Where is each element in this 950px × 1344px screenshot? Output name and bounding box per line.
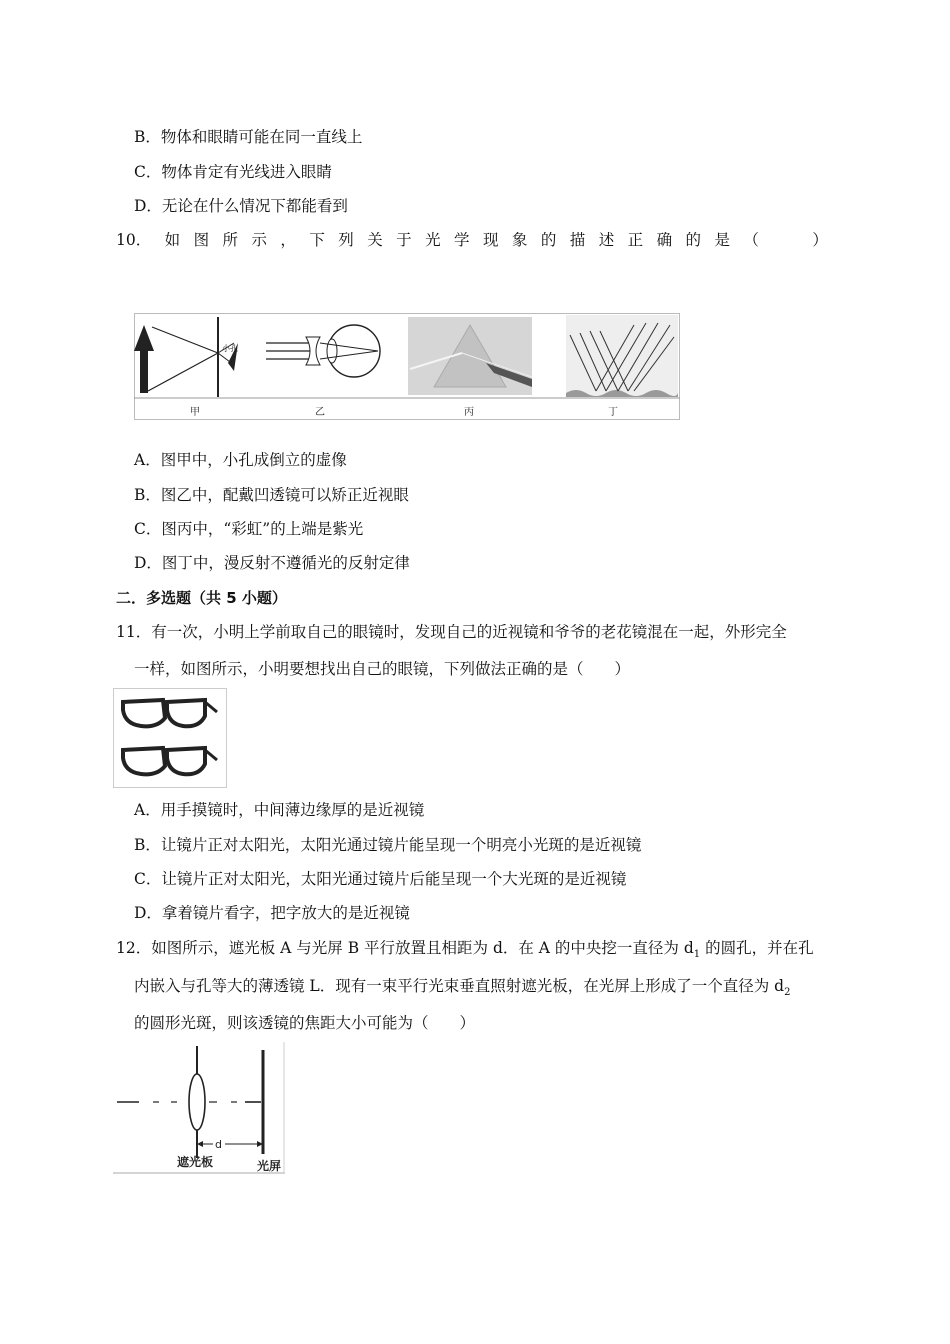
figure-label-yi: 乙	[315, 407, 325, 418]
q12-lens-figure	[113, 1042, 287, 1174]
q10-figure	[134, 313, 682, 421]
q12-stem-line1: 12．如图所示，遮光板 A 与光屏 B 平行放置且相距为 d．在 A 的中央挖一直径为 $d_1$ 的圆孔，并在孔	[116, 939, 814, 961]
q10-option-a: A．图甲中，小孔成倒立的虚像	[134, 451, 347, 469]
q10-char: （	[743, 231, 759, 249]
q10-char: 的	[540, 231, 557, 249]
q10-option-c: C．图丙中，“彩虹”的上端是紫光	[134, 520, 364, 538]
q10-stem	[116, 230, 828, 250]
q10-char: ，	[280, 231, 296, 249]
q10-char: 于	[396, 231, 412, 249]
q10-number: 10．	[116, 231, 152, 249]
q10-char: 所	[222, 231, 239, 249]
q12-stem-line3: 的圆形光斑，则该透镜的焦距大小可能为（ ）	[134, 1014, 476, 1032]
q10-char: 述	[598, 231, 615, 249]
q10-char: 是	[714, 231, 730, 249]
q10-char: 确	[656, 231, 673, 249]
option-d-prev: D．无论在什么情况下都能看到	[134, 197, 348, 215]
q10-char: 关	[367, 231, 383, 249]
figure-label-bing: 丙	[464, 407, 474, 418]
q11-stem-line2: 一样，如图所示，小明要想找出自己的眼镜，下列做法正确的是（ ）	[134, 660, 631, 678]
q10-char: 列	[338, 231, 354, 249]
figure-label-ding: 丁	[608, 407, 618, 418]
q10-char: 下	[309, 231, 325, 249]
q10-char: 如	[164, 231, 181, 249]
pinhole-label: 小孔	[222, 344, 238, 353]
q10-option-b: B．图乙中，配戴凹透镜可以矫正近视眼	[134, 486, 409, 504]
board-label: 遮光板	[177, 1155, 214, 1169]
q11-option-b: B．让镜片正对太阳光，太阳光通过镜片能呈现一个明亮小光斑的是近视镜	[134, 836, 642, 854]
q11-glasses-figure	[113, 688, 228, 789]
option-c-prev: C．物体肯定有光线进入眼睛	[134, 163, 332, 181]
q10-char: 学	[454, 231, 470, 249]
q10-char: 描	[569, 231, 586, 249]
q12-stem-line2: 内嵌入与孔等大的薄透镜 L．现有一束平行光束垂直照射遮光板，在光屏上形成了一个直径为 $d_2$	[134, 977, 791, 999]
q11-option-a: A．用手摸镜时，中间薄边缘厚的是近视镜	[134, 801, 425, 819]
q10-option-d: D．图丁中，漫反射不遵循光的反射定律	[134, 554, 410, 572]
q10-char: 示	[251, 231, 267, 249]
q10-char: ）	[812, 231, 828, 249]
q11-option-c: C．让镜片正对太阳光，太阳光通过镜片后能呈现一个大光斑的是近视镜	[134, 870, 627, 888]
section-title: 二．多选题（共 5 小题）	[116, 589, 287, 607]
figure-label-jia: 甲	[190, 407, 200, 418]
q10-char: 图	[193, 231, 210, 249]
q11-option-d: D．拿着镜片看字，把字放大的是近视镜	[134, 904, 410, 922]
q11-stem-line1: 11．有一次，小明上学前取自己的眼镜时，发现自己的近视镜和爷爷的老花镜混在一起，外形完全	[116, 623, 787, 641]
q10-char: 的	[685, 231, 702, 249]
screen-label: 光屏	[257, 1159, 282, 1173]
q10-char: 现	[482, 231, 499, 249]
q10-char: 象	[511, 231, 528, 249]
option-b-prev: B．物体和眼睛可能在同一直线上	[134, 128, 363, 146]
q10-char: 正	[627, 231, 644, 249]
q10-char: 光	[425, 231, 441, 249]
distance-label-d: d	[215, 1138, 222, 1151]
